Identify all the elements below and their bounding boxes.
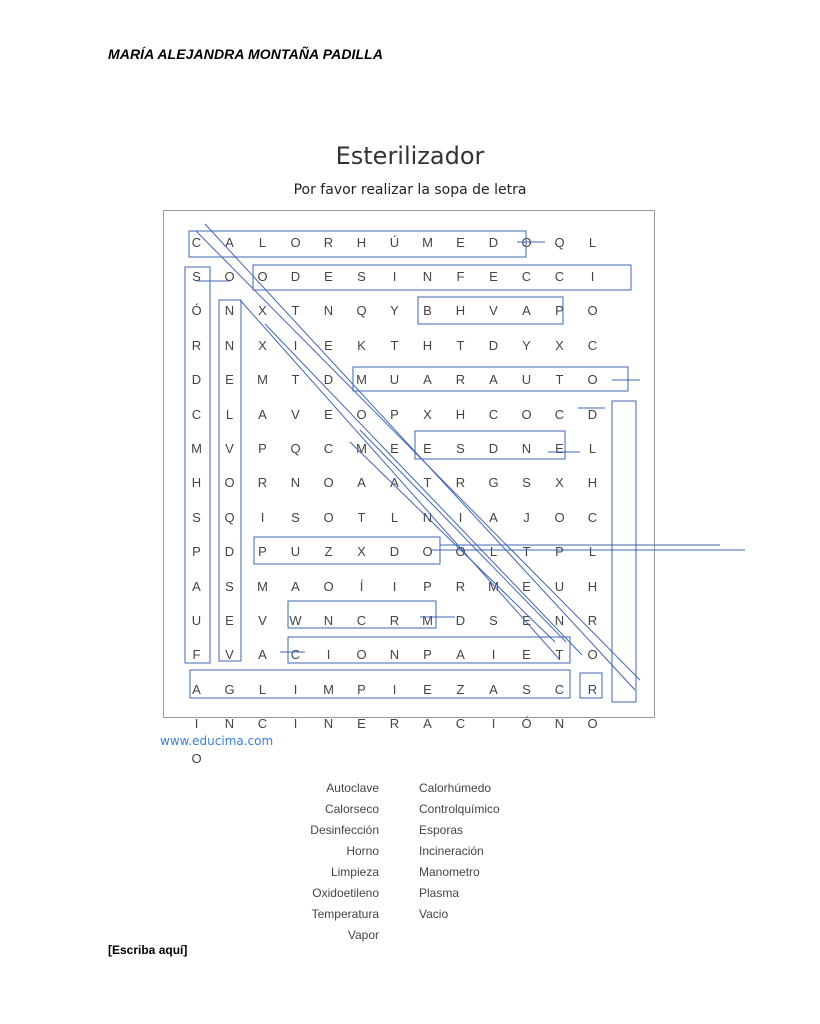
word-list-item: Esporas xyxy=(419,823,464,837)
grid-cell: E xyxy=(489,269,498,285)
grid-cell: I xyxy=(392,681,397,697)
grid-cell: E xyxy=(522,578,531,594)
grid-cell: E xyxy=(423,681,432,697)
grid-cell: A xyxy=(423,716,432,732)
word-list-item: Plasma xyxy=(419,886,460,900)
grid-cell: D xyxy=(587,406,598,422)
grid-cell: L xyxy=(588,234,597,250)
grid-cell: E xyxy=(225,372,234,388)
grid-cell: F xyxy=(192,647,201,663)
grid-cell: O xyxy=(422,544,433,560)
grid-cell: D xyxy=(488,441,499,457)
grid-cell: U xyxy=(191,612,202,628)
grid-cell: L xyxy=(390,509,399,525)
grid-cell: P xyxy=(555,544,564,560)
grid-cell: H xyxy=(191,475,202,491)
grid-cell: U xyxy=(290,544,301,560)
grid-cell: X xyxy=(555,475,564,491)
grid-cell: V xyxy=(291,406,300,422)
word-list-item: Desinfección xyxy=(310,823,379,837)
grid-cell: V xyxy=(258,612,267,628)
grid-cell: E xyxy=(555,441,564,457)
grid-cell: O xyxy=(356,406,367,422)
grid-cell: E xyxy=(390,441,399,457)
grid-cell: N xyxy=(554,716,565,732)
grid-cell: C xyxy=(290,647,301,663)
grid-cell: S xyxy=(192,509,201,525)
word-list-item: Temperatura xyxy=(311,907,379,921)
grid-cell: O xyxy=(587,303,598,319)
grid-cell: A xyxy=(390,475,399,491)
grid-cell: A xyxy=(489,509,498,525)
grid-cell: X xyxy=(357,544,366,560)
grid-cell: Q xyxy=(224,509,235,525)
grid-cell: X xyxy=(258,303,267,319)
grid-cell: T xyxy=(423,475,432,491)
grid-cell: C xyxy=(554,269,565,285)
grid-cell: C xyxy=(521,269,532,285)
grid-cell: L xyxy=(588,544,597,560)
grid-cell: N xyxy=(521,441,532,457)
word-list-item: Autoclave xyxy=(326,781,379,795)
word-list-right xyxy=(419,780,579,927)
grid-cell: D xyxy=(389,544,400,560)
grid-cell: R xyxy=(455,475,466,491)
grid-cell: R xyxy=(587,612,598,628)
grid-cell: T xyxy=(291,303,300,319)
grid-cell: D xyxy=(323,372,334,388)
word-list-item: Vapor xyxy=(347,928,379,942)
grid-cell: U xyxy=(389,372,400,388)
grid-cell: I xyxy=(491,716,496,732)
grid-cell: D xyxy=(290,269,301,285)
grid-cell: S xyxy=(192,269,201,285)
grid-cell: Z xyxy=(456,681,465,697)
grid-cell: Q xyxy=(554,234,565,250)
grid-cell: X xyxy=(555,337,564,353)
grid-cell: O xyxy=(257,269,268,285)
grid-cell: C xyxy=(455,716,466,732)
grid-cell: O xyxy=(521,234,532,250)
grid-cell: L xyxy=(225,406,234,422)
grid-cell: R xyxy=(323,234,334,250)
puzzle-subtitle: Por favor realizar la sopa de letra xyxy=(293,182,527,198)
grid-cell: I xyxy=(458,509,463,525)
grid-cell: D xyxy=(455,612,466,628)
grid-cell: Ó xyxy=(521,716,532,732)
grid-cell: T xyxy=(357,509,366,525)
grid-cell: T xyxy=(522,544,531,560)
word-list xyxy=(0,780,768,942)
grid-cell: D xyxy=(488,337,499,353)
grid-cell: O xyxy=(224,269,235,285)
grid-cell: N xyxy=(389,647,400,663)
grid-cell: D xyxy=(224,544,235,560)
grid-cell: V xyxy=(489,303,498,319)
word-list-item: Controlquímico xyxy=(419,802,500,816)
grid-cell: L xyxy=(258,234,267,250)
grid-cell: N xyxy=(224,337,235,353)
grid-cell: I xyxy=(293,716,298,732)
grid-cell: P xyxy=(423,578,432,594)
word-list-item: Manometro xyxy=(419,865,480,879)
grid-cell: A xyxy=(489,681,498,697)
grid-cell: I xyxy=(293,681,298,697)
grid-cell: I xyxy=(392,269,397,285)
grid-cell: R xyxy=(257,475,268,491)
grid-cell: C xyxy=(554,681,565,697)
grid-cell: R xyxy=(389,716,400,732)
grid-cell: N xyxy=(323,612,334,628)
grid-cell: L xyxy=(258,681,267,697)
grid-cell: P xyxy=(258,441,267,457)
grid-cell: A xyxy=(225,234,234,250)
grid-cell: Í xyxy=(359,578,364,594)
grid-cell: O xyxy=(323,578,334,594)
grid-cell: R xyxy=(191,337,202,353)
grid-cell: C xyxy=(323,441,334,457)
grid-cell: C xyxy=(488,406,499,422)
grid-cell: M xyxy=(356,441,367,457)
grid-cell: R xyxy=(587,681,598,697)
grid-cell: C xyxy=(587,337,598,353)
word-list-item: Calorhúmedo xyxy=(419,781,492,795)
grid-cell: N xyxy=(224,303,235,319)
grid-cell: M xyxy=(356,372,367,388)
grid-cell: F xyxy=(456,269,465,285)
grid-cell: H xyxy=(455,303,466,319)
grid-cell: O xyxy=(554,509,565,525)
grid-cell: S xyxy=(522,475,531,491)
grid-cell: O xyxy=(323,475,334,491)
grid-cell: Ó xyxy=(191,303,202,319)
puzzle-title: Esterilizador xyxy=(335,142,485,170)
grid-cell: I xyxy=(491,647,496,663)
grid-cell: A xyxy=(423,372,432,388)
grid-cell: M xyxy=(191,441,202,457)
grid-cell: K xyxy=(357,337,366,353)
grid-cell: L xyxy=(588,441,597,457)
grid-cell: A xyxy=(291,578,300,594)
grid-cell: E xyxy=(456,234,465,250)
grid-cell: E xyxy=(225,612,234,628)
grid-cell: T xyxy=(555,647,564,663)
grid-cell: E xyxy=(324,269,333,285)
grid-cell: A xyxy=(258,647,267,663)
grid-cell: H xyxy=(587,578,598,594)
grid-cell: C xyxy=(356,612,367,628)
grid-cell: C xyxy=(191,234,202,250)
grid-cell: V xyxy=(225,647,234,663)
grid-cell: J xyxy=(523,509,530,525)
grid-cell: A xyxy=(258,406,267,422)
word-list-item: Limpieza xyxy=(330,865,379,879)
grid-cell: I xyxy=(293,337,298,353)
grid-cell: O xyxy=(587,647,598,663)
grid-cell: U xyxy=(521,372,532,388)
grid-cell: M xyxy=(422,612,433,628)
grid-cell: V xyxy=(225,441,234,457)
grid-cell: N xyxy=(224,716,235,732)
word-list-item: Calorseco xyxy=(324,802,379,816)
grid-cell: H xyxy=(356,234,367,250)
grid-cell: H xyxy=(422,337,433,353)
grid-cell: U xyxy=(554,578,565,594)
word-list-left xyxy=(250,780,379,948)
grid-cell: S xyxy=(456,441,465,457)
letter-grid xyxy=(180,225,609,775)
grid-cell: O xyxy=(191,750,202,766)
grid-cell: S xyxy=(225,578,234,594)
grid-cell: O xyxy=(587,716,598,732)
grid-cell: N xyxy=(323,716,334,732)
grid-cell: R xyxy=(455,372,466,388)
grid-cell: L xyxy=(489,544,498,560)
grid-cell: R xyxy=(389,612,400,628)
grid-cell: Y xyxy=(390,303,399,319)
grid-cell: A xyxy=(456,647,465,663)
grid-cell: N xyxy=(422,269,433,285)
grid-cell: E xyxy=(324,337,333,353)
grid-cell: Q xyxy=(356,303,367,319)
grid-cell: X xyxy=(258,337,267,353)
grid-cell: I xyxy=(326,647,331,663)
grid-cell: B xyxy=(423,303,432,319)
grid-cell: I xyxy=(260,509,265,525)
placeholder-text[interactable]: [Escriba aquí] xyxy=(108,943,188,957)
grid-cell: D xyxy=(191,372,202,388)
grid-cell: P xyxy=(390,406,399,422)
grid-cell: E xyxy=(522,612,531,628)
grid-cell: E xyxy=(423,441,432,457)
grid-cell: O xyxy=(455,544,466,560)
grid-cell: M xyxy=(422,234,433,250)
grid-cell: S xyxy=(522,681,531,697)
grid-cell: N xyxy=(323,303,334,319)
grid-cell: H xyxy=(455,406,466,422)
grid-cell: M xyxy=(257,372,268,388)
grid-cell: O xyxy=(290,234,301,250)
grid-cell: Y xyxy=(522,337,531,353)
grid-cell: P xyxy=(192,544,201,560)
grid-cell: O xyxy=(521,406,532,422)
grid-cell: M xyxy=(323,681,334,697)
grid-cell: M xyxy=(257,578,268,594)
grid-cell: I xyxy=(590,269,595,285)
grid-cell: A xyxy=(522,303,531,319)
grid-cell: O xyxy=(587,372,598,388)
grid-cell: Q xyxy=(290,441,301,457)
grid-cell: T xyxy=(555,372,564,388)
grid-cell: S xyxy=(291,509,300,525)
grid-cell: S xyxy=(357,269,366,285)
grid-cell: A xyxy=(357,475,366,491)
grid-cell: I xyxy=(194,716,199,732)
grid-cell: I xyxy=(392,578,397,594)
grid-cell: C xyxy=(191,406,202,422)
grid-cell: E xyxy=(357,716,366,732)
grid-cell: D xyxy=(488,234,499,250)
grid-cell: O xyxy=(356,647,367,663)
grid-cell: A xyxy=(489,372,498,388)
grid-cell: Ú xyxy=(389,234,400,250)
grid-cell: P xyxy=(423,647,432,663)
grid-cell: E xyxy=(522,647,531,663)
grid-cell: W xyxy=(289,612,302,628)
word-list-item: Oxidoetileno xyxy=(312,886,379,900)
grid-cell: A xyxy=(192,681,201,697)
grid-cell: N xyxy=(554,612,565,628)
grid-cell: T xyxy=(456,337,465,353)
grid-cell: T xyxy=(291,372,300,388)
grid-cell: N xyxy=(290,475,301,491)
grid-cell: E xyxy=(324,406,333,422)
word-list-item: Vacio xyxy=(419,907,449,921)
grid-cell: C xyxy=(554,406,565,422)
grid-cell: O xyxy=(323,509,334,525)
word-list-item: Incineración xyxy=(419,844,484,858)
grid-cell: P xyxy=(258,544,267,560)
grid-cell: R xyxy=(455,578,466,594)
grid-cell: H xyxy=(587,475,598,491)
grid-cell: Z xyxy=(324,544,333,560)
grid-cell: M xyxy=(488,578,499,594)
grid-cell: G xyxy=(488,475,499,491)
grid-cell: A xyxy=(192,578,201,594)
grid-cell: O xyxy=(224,475,235,491)
grid-cell: C xyxy=(257,716,268,732)
grid-cell: P xyxy=(555,303,564,319)
word-list-item: Horno xyxy=(346,844,379,858)
grid-cell: G xyxy=(224,681,235,697)
grid-cell: S xyxy=(489,612,498,628)
grid-cell: N xyxy=(422,509,433,525)
source-link[interactable]: www.educima.com xyxy=(160,734,274,748)
grid-cell: C xyxy=(587,509,598,525)
author-name: MARÍA ALEJANDRA MONTAÑA PADILLA xyxy=(108,46,384,62)
grid-cell: T xyxy=(390,337,399,353)
grid-cell: X xyxy=(423,406,432,422)
grid-cell: P xyxy=(357,681,366,697)
